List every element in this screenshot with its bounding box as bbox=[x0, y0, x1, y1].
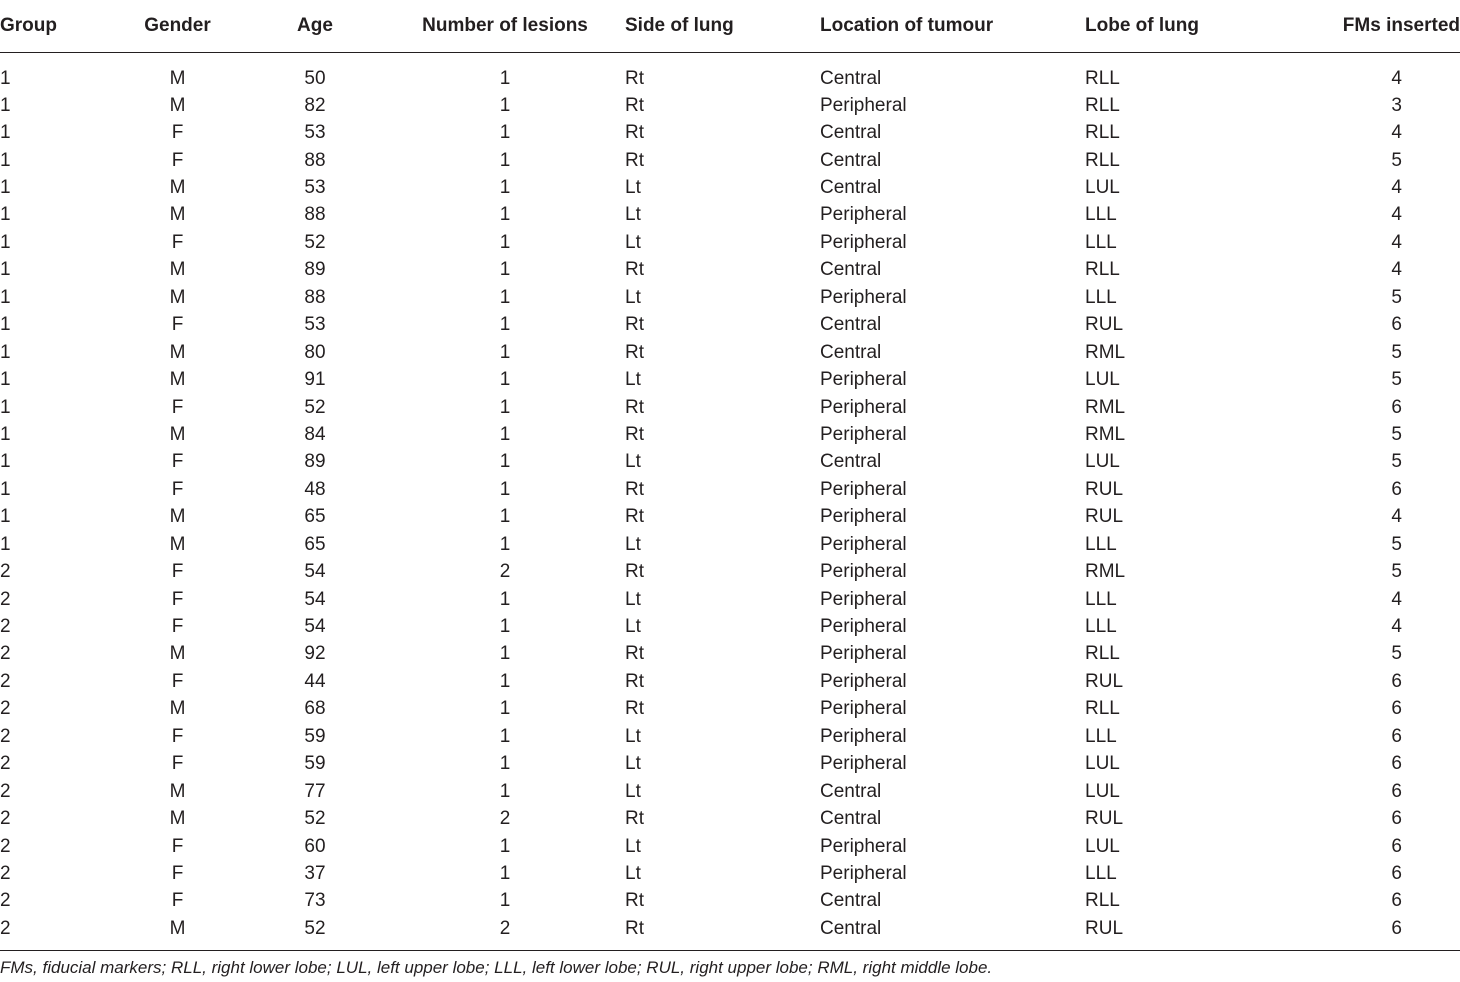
cell-age: 65 bbox=[304, 506, 326, 528]
table-row bbox=[0, 256, 1460, 283]
cell-age: 54 bbox=[304, 616, 326, 638]
cell-group: 1 bbox=[0, 231, 11, 253]
cell-fms-inserted: 6 bbox=[1391, 890, 1402, 912]
cell-lobe-of-lung: RLL bbox=[1085, 643, 1120, 665]
cell-age: 88 bbox=[304, 204, 326, 226]
cell-location-of-tumour: Peripheral bbox=[820, 369, 907, 391]
table-footnote: FMs, fiducial markers; RLL, right lower lobe; LUL, left upper lobe; LLL, left lower lobe; RUL, right upper lobe; RML, right middle lobe. bbox=[0, 958, 993, 977]
cell-side-of-lung: Rt bbox=[625, 478, 644, 500]
table-row bbox=[0, 887, 1460, 914]
cell-location-of-tumour: Peripheral bbox=[820, 835, 907, 857]
cell-location-of-tumour: Central bbox=[820, 915, 1085, 951]
cell-side-of-lung: Lt bbox=[625, 780, 641, 802]
cell-side-of-lung: Lt bbox=[625, 862, 641, 884]
cell-number-of-lesions: 1 bbox=[499, 533, 511, 555]
cell-fms-inserted: 4 bbox=[1391, 122, 1402, 144]
cell-side-of-lung: Lt bbox=[625, 177, 641, 199]
cell-fms-inserted: 4 bbox=[1391, 588, 1402, 610]
cell-lobe-of-lung: RML bbox=[1085, 423, 1126, 445]
cell-gender: M bbox=[169, 177, 186, 199]
cell-side-of-lung: Rt bbox=[625, 122, 644, 144]
cell-lobe-of-lung: LUL bbox=[1085, 177, 1120, 199]
cell-side-of-lung: Rt bbox=[625, 314, 644, 336]
cell-number-of-lesions: 1 bbox=[499, 670, 511, 692]
cell-gender: F bbox=[171, 616, 184, 638]
cell-side-of-lung: Lt bbox=[625, 533, 641, 555]
cell-gender: F bbox=[171, 149, 184, 171]
cell-location-of-tumour: Peripheral bbox=[820, 423, 907, 445]
cell-age: 92 bbox=[304, 643, 326, 665]
cell-number-of-lesions: 1 bbox=[499, 231, 511, 253]
cell-group: 1 bbox=[0, 423, 11, 445]
cell-location-of-tumour: Peripheral bbox=[820, 396, 907, 418]
cell-age: 54 bbox=[304, 588, 326, 610]
header-number-of-lesions: Number of lesions bbox=[385, 0, 625, 52]
cell-gender: F bbox=[171, 231, 184, 253]
cell-fms-inserted: 6 bbox=[1391, 780, 1402, 802]
cell-lobe-of-lung: RLL bbox=[1085, 149, 1120, 171]
cell-age: 53 bbox=[304, 177, 326, 199]
cell-location-of-tumour: Central bbox=[820, 259, 882, 281]
cell-fms-inserted: 5 bbox=[1391, 533, 1402, 555]
cell-fms-inserted: 3 bbox=[1391, 94, 1402, 116]
cell-number-of-lesions: 1 bbox=[499, 753, 511, 775]
cell-fms-inserted: 4 bbox=[1391, 506, 1402, 528]
cell-fms-inserted: 6 bbox=[1391, 862, 1402, 884]
table-row bbox=[0, 119, 1460, 146]
cell-location-of-tumour: Peripheral bbox=[820, 231, 907, 253]
cell-age: 60 bbox=[304, 835, 326, 857]
cell-lobe-of-lung: LLL bbox=[1085, 616, 1117, 638]
cell-fms-inserted: 6 bbox=[1391, 396, 1402, 418]
cell-location-of-tumour: Central bbox=[820, 314, 882, 336]
cell-lobe-of-lung: LLL bbox=[1085, 231, 1117, 253]
table-row bbox=[0, 311, 1460, 338]
cell-side-of-lung: Rt bbox=[625, 561, 644, 583]
cell-group: 1 bbox=[0, 122, 11, 144]
cell-side-of-lung: Rt bbox=[625, 643, 644, 665]
cell-lobe-of-lung: LLL bbox=[1085, 588, 1117, 610]
cell-location-of-tumour: Peripheral bbox=[820, 670, 907, 692]
cell-lobe-of-lung: RLL bbox=[1085, 122, 1120, 144]
table-row bbox=[0, 640, 1460, 667]
cell-gender: M bbox=[169, 259, 186, 281]
cell-location-of-tumour: Peripheral bbox=[820, 862, 907, 884]
cell-age: 37 bbox=[304, 862, 326, 884]
cell-fms-inserted: 5 bbox=[1391, 423, 1402, 445]
cell-lobe-of-lung: RUL bbox=[1085, 808, 1124, 830]
cell-lobe-of-lung: RLL bbox=[1085, 698, 1120, 720]
cell-location-of-tumour: Peripheral bbox=[820, 753, 907, 775]
table-row bbox=[0, 915, 1460, 951]
cell-location-of-tumour: Peripheral bbox=[820, 588, 907, 610]
cell-location-of-tumour: Central bbox=[820, 177, 882, 199]
cell-group: 1 bbox=[0, 149, 11, 171]
cell-group: 2 bbox=[0, 725, 11, 747]
cell-group: 1 bbox=[0, 533, 11, 555]
cell-group: 2 bbox=[0, 698, 11, 720]
cell-age: 84 bbox=[304, 423, 326, 445]
cell-side-of-lung: Rt bbox=[625, 67, 644, 89]
cell-age: 89 bbox=[304, 259, 326, 281]
cell-age: 59 bbox=[304, 725, 326, 747]
table-row bbox=[0, 393, 1460, 420]
table-row bbox=[0, 750, 1460, 777]
cell-number-of-lesions: 1 bbox=[499, 314, 511, 336]
cell-fms-inserted: 6 bbox=[1391, 808, 1402, 830]
cell-gender: F bbox=[171, 753, 184, 775]
cell-number-of-lesions: 1 bbox=[499, 122, 511, 144]
cell-gender: F bbox=[171, 396, 184, 418]
cell-fms-inserted: 4 bbox=[1391, 231, 1402, 253]
cell-side-of-lung: Rt bbox=[625, 890, 644, 912]
cell-number-of-lesions: 1 bbox=[499, 643, 511, 665]
cell-fms-inserted: 6 bbox=[1391, 314, 1402, 336]
cell-number-of-lesions: 1 bbox=[499, 478, 511, 500]
cell-age: 52 bbox=[304, 231, 326, 253]
table-row bbox=[0, 832, 1460, 859]
cell-number-of-lesions: 1 bbox=[499, 506, 511, 528]
cell-age: 50 bbox=[304, 67, 326, 89]
table-row bbox=[0, 146, 1460, 173]
cell-location-of-tumour: Central bbox=[820, 780, 882, 802]
cell-location-of-tumour: Peripheral bbox=[820, 286, 907, 308]
table-row bbox=[0, 723, 1460, 750]
cell-fms-inserted: 6 bbox=[1391, 670, 1402, 692]
cell-side-of-lung: Lt bbox=[625, 286, 641, 308]
cell-fms-inserted: 5 bbox=[1391, 643, 1402, 665]
cell-gender: F bbox=[171, 862, 184, 884]
cell-lobe-of-lung: RLL bbox=[1085, 259, 1120, 281]
cell-group: 2 bbox=[0, 616, 11, 638]
cell-number-of-lesions: 1 bbox=[499, 698, 511, 720]
cell-fms-inserted: 6 bbox=[1391, 698, 1402, 720]
table-row bbox=[0, 366, 1460, 393]
cell-fms-inserted: 5 bbox=[1391, 149, 1402, 171]
cell-side-of-lung: Rt bbox=[625, 149, 644, 171]
cell-number-of-lesions: 2 bbox=[499, 808, 511, 830]
cell-gender: F bbox=[171, 588, 184, 610]
table-row bbox=[0, 503, 1460, 530]
cell-gender: M bbox=[169, 204, 186, 226]
cell-location-of-tumour: Central bbox=[820, 808, 882, 830]
cell-side-of-lung: Rt bbox=[625, 506, 644, 528]
cell-group: 1 bbox=[0, 314, 11, 336]
cell-age: 91 bbox=[304, 369, 326, 391]
cell-side-of-lung: Lt bbox=[625, 204, 641, 226]
cell-age: 52 bbox=[304, 808, 326, 830]
cell-location-of-tumour: Peripheral bbox=[820, 533, 907, 555]
cell-gender: M bbox=[110, 915, 245, 951]
cell-age: 44 bbox=[304, 670, 326, 692]
cell-group: 1 bbox=[0, 204, 11, 226]
table-row bbox=[0, 613, 1460, 640]
cell-lobe-of-lung: LUL bbox=[1085, 451, 1120, 473]
cell-number-of-lesions: 1 bbox=[499, 725, 511, 747]
cell-number-of-lesions: 1 bbox=[499, 396, 511, 418]
cell-lobe-of-lung: RML bbox=[1085, 396, 1126, 418]
table-row bbox=[0, 92, 1460, 119]
cell-number-of-lesions: 2 bbox=[499, 561, 511, 583]
table-row bbox=[0, 52, 1460, 92]
table-row bbox=[0, 860, 1460, 887]
cell-lobe-of-lung: LLL bbox=[1085, 286, 1117, 308]
table-row bbox=[0, 448, 1460, 475]
cell-side-of-lung: Lt bbox=[625, 231, 641, 253]
cell-group: 2 bbox=[0, 915, 110, 951]
cell-age: 65 bbox=[304, 533, 326, 555]
cell-gender: F bbox=[171, 890, 184, 912]
cell-fms-inserted: 6 bbox=[1391, 835, 1402, 857]
cell-lobe-of-lung: LUL bbox=[1085, 780, 1120, 802]
cell-age: 89 bbox=[304, 451, 326, 473]
cell-group: 2 bbox=[0, 808, 11, 830]
cell-side-of-lung: Lt bbox=[625, 588, 641, 610]
cell-gender: M bbox=[169, 369, 186, 391]
cell-side-of-lung: Lt bbox=[625, 369, 641, 391]
cell-location-of-tumour: Central bbox=[820, 67, 882, 89]
cell-number-of-lesions: 1 bbox=[499, 259, 511, 281]
cell-number-of-lesions: 1 bbox=[499, 341, 511, 363]
cell-lobe-of-lung: RML bbox=[1085, 341, 1126, 363]
cell-number-of-lesions: 1 bbox=[499, 286, 511, 308]
table-row bbox=[0, 421, 1460, 448]
cell-group: 1 bbox=[0, 177, 11, 199]
cell-age: 52 bbox=[304, 396, 326, 418]
cell-lobe-of-lung: LLL bbox=[1085, 862, 1117, 884]
cell-number-of-lesions: 1 bbox=[499, 616, 511, 638]
cell-gender: M bbox=[169, 67, 186, 89]
cell-group: 1 bbox=[0, 259, 11, 281]
cell-fms-inserted: 5 bbox=[1391, 369, 1402, 391]
cell-lobe-of-lung: RUL bbox=[1085, 506, 1124, 528]
cell-gender: F bbox=[171, 314, 184, 336]
header-group: Group bbox=[0, 0, 110, 52]
cell-number-of-lesions: 2 bbox=[385, 915, 625, 951]
table-row bbox=[0, 777, 1460, 804]
cell-location-of-tumour: Peripheral bbox=[820, 94, 907, 116]
cell-fms-inserted: 6 bbox=[1295, 915, 1460, 951]
cell-group: 2 bbox=[0, 835, 11, 857]
cell-location-of-tumour: Peripheral bbox=[820, 698, 907, 720]
cell-number-of-lesions: 1 bbox=[499, 780, 511, 802]
cell-location-of-tumour: Peripheral bbox=[820, 478, 907, 500]
cell-number-of-lesions: 1 bbox=[499, 862, 511, 884]
cell-gender: F bbox=[171, 561, 184, 583]
table-row bbox=[0, 174, 1460, 201]
cell-location-of-tumour: Peripheral bbox=[820, 643, 907, 665]
cell-gender: M bbox=[169, 808, 186, 830]
cell-gender: F bbox=[171, 835, 184, 857]
table-row bbox=[0, 476, 1460, 503]
table-row bbox=[0, 338, 1460, 365]
table-row bbox=[0, 805, 1460, 832]
cell-location-of-tumour: Peripheral bbox=[820, 506, 907, 528]
cell-side-of-lung: Rt bbox=[625, 341, 644, 363]
cell-age: 53 bbox=[304, 314, 326, 336]
cell-age: 82 bbox=[304, 94, 326, 116]
cell-gender: M bbox=[169, 286, 186, 308]
cell-lobe-of-lung: RML bbox=[1085, 561, 1126, 583]
cell-number-of-lesions: 1 bbox=[499, 204, 511, 226]
header-fms-inserted: FMs inserted bbox=[1295, 0, 1460, 52]
cell-side-of-lung: Rt bbox=[625, 808, 644, 830]
cell-age: 52 bbox=[245, 915, 385, 951]
cell-gender: M bbox=[169, 94, 186, 116]
cell-gender: F bbox=[171, 725, 184, 747]
cell-group: 1 bbox=[0, 451, 11, 473]
header-lobe-of-lung: Lobe of lung bbox=[1085, 0, 1295, 52]
cell-location-of-tumour: Central bbox=[820, 890, 882, 912]
cell-location-of-tumour: Peripheral bbox=[820, 725, 907, 747]
header-age: Age bbox=[245, 0, 385, 52]
cell-number-of-lesions: 1 bbox=[499, 423, 511, 445]
cell-side-of-lung: Lt bbox=[625, 616, 641, 638]
cell-group: 2 bbox=[0, 643, 11, 665]
cell-gender: F bbox=[171, 670, 184, 692]
cell-group: 2 bbox=[0, 862, 11, 884]
cell-lobe-of-lung: RLL bbox=[1085, 94, 1120, 116]
cell-group: 2 bbox=[0, 561, 11, 583]
table-row bbox=[0, 284, 1460, 311]
cell-fms-inserted: 5 bbox=[1391, 561, 1402, 583]
cell-gender: F bbox=[171, 478, 184, 500]
cell-gender: M bbox=[169, 643, 186, 665]
cell-side-of-lung: Lt bbox=[625, 725, 641, 747]
cell-group: 1 bbox=[0, 341, 11, 363]
cell-gender: F bbox=[171, 451, 184, 473]
cell-number-of-lesions: 1 bbox=[499, 67, 511, 89]
cell-location-of-tumour: Peripheral bbox=[820, 616, 907, 638]
cell-group: 1 bbox=[0, 94, 11, 116]
cell-group: 1 bbox=[0, 506, 11, 528]
cell-lobe-of-lung: LLL bbox=[1085, 533, 1117, 555]
cell-age: 88 bbox=[304, 286, 326, 308]
cell-group: 1 bbox=[0, 478, 11, 500]
table-row bbox=[0, 558, 1460, 585]
cell-age: 53 bbox=[304, 122, 326, 144]
cell-number-of-lesions: 1 bbox=[499, 835, 511, 857]
cell-number-of-lesions: 1 bbox=[499, 369, 511, 391]
cell-side-of-lung: Lt bbox=[625, 753, 641, 775]
cell-lobe-of-lung: RUL bbox=[1085, 478, 1124, 500]
cell-gender: M bbox=[169, 341, 186, 363]
cell-age: 88 bbox=[304, 149, 326, 171]
cell-gender: M bbox=[169, 780, 186, 802]
cell-fms-inserted: 6 bbox=[1391, 725, 1402, 747]
cell-age: 54 bbox=[304, 561, 326, 583]
header-location-of-tumour: Location of tumour bbox=[820, 0, 1085, 52]
cell-location-of-tumour: Peripheral bbox=[820, 204, 907, 226]
cell-lobe-of-lung: LLL bbox=[1085, 725, 1117, 747]
cell-group: 2 bbox=[0, 890, 11, 912]
cell-age: 68 bbox=[304, 698, 326, 720]
table-header-row bbox=[0, 0, 1460, 52]
cell-fms-inserted: 4 bbox=[1391, 67, 1402, 89]
cell-lobe-of-lung: LLL bbox=[1085, 204, 1117, 226]
cell-lobe-of-lung: LUL bbox=[1085, 753, 1120, 775]
cell-lobe-of-lung: RUL bbox=[1085, 314, 1124, 336]
cell-group: 1 bbox=[0, 286, 11, 308]
cell-location-of-tumour: Central bbox=[820, 341, 882, 363]
cell-group: 2 bbox=[0, 780, 11, 802]
cell-fms-inserted: 5 bbox=[1391, 341, 1402, 363]
header-gender: Gender bbox=[110, 0, 245, 52]
table-row bbox=[0, 531, 1460, 558]
cell-number-of-lesions: 1 bbox=[499, 451, 511, 473]
cell-location-of-tumour: Central bbox=[820, 149, 882, 171]
cell-age: 73 bbox=[304, 890, 326, 912]
cell-number-of-lesions: 1 bbox=[499, 149, 511, 171]
cell-age: 77 bbox=[304, 780, 326, 802]
cell-fms-inserted: 6 bbox=[1391, 478, 1402, 500]
cell-fms-inserted: 5 bbox=[1391, 451, 1402, 473]
cell-fms-inserted: 4 bbox=[1391, 259, 1402, 281]
cell-lobe-of-lung: RUL bbox=[1085, 915, 1295, 951]
cell-lobe-of-lung: LUL bbox=[1085, 835, 1120, 857]
cell-group: 1 bbox=[0, 396, 11, 418]
cell-location-of-tumour: Central bbox=[820, 122, 882, 144]
cell-group: 2 bbox=[0, 588, 11, 610]
cell-group: 2 bbox=[0, 753, 11, 775]
cell-fms-inserted: 6 bbox=[1391, 753, 1402, 775]
table-body bbox=[0, 52, 1460, 950]
cell-side-of-lung: Rt bbox=[625, 423, 644, 445]
cell-location-of-tumour: Peripheral bbox=[820, 561, 907, 583]
cell-side-of-lung: Rt bbox=[625, 396, 644, 418]
cell-number-of-lesions: 1 bbox=[499, 890, 511, 912]
cell-gender: M bbox=[169, 506, 186, 528]
cell-location-of-tumour: Central bbox=[820, 451, 882, 473]
cell-lobe-of-lung: RLL bbox=[1085, 67, 1120, 89]
table-row bbox=[0, 201, 1460, 228]
cell-group: 1 bbox=[0, 369, 11, 391]
cell-age: 48 bbox=[304, 478, 326, 500]
cell-side-of-lung: Rt bbox=[625, 94, 644, 116]
cell-gender: F bbox=[171, 122, 184, 144]
cell-lobe-of-lung: RLL bbox=[1085, 890, 1120, 912]
table-row bbox=[0, 229, 1460, 256]
cell-fms-inserted: 4 bbox=[1391, 616, 1402, 638]
cell-fms-inserted: 4 bbox=[1391, 204, 1402, 226]
cell-fms-inserted: 5 bbox=[1391, 286, 1402, 308]
cell-age: 80 bbox=[304, 341, 326, 363]
cell-group: 1 bbox=[0, 67, 11, 89]
cell-side-of-lung: Rt bbox=[625, 915, 820, 951]
cell-side-of-lung: Rt bbox=[625, 259, 644, 281]
table-row bbox=[0, 585, 1460, 612]
cell-side-of-lung: Lt bbox=[625, 835, 641, 857]
table-row bbox=[0, 668, 1460, 695]
cell-side-of-lung: Rt bbox=[625, 670, 644, 692]
cell-number-of-lesions: 1 bbox=[499, 94, 511, 116]
cell-gender: M bbox=[169, 698, 186, 720]
table-row bbox=[0, 695, 1460, 722]
cell-fms-inserted: 4 bbox=[1391, 177, 1402, 199]
cell-group: 2 bbox=[0, 670, 11, 692]
cell-gender: M bbox=[169, 423, 186, 445]
cell-number-of-lesions: 1 bbox=[499, 588, 511, 610]
cell-lobe-of-lung: LUL bbox=[1085, 369, 1120, 391]
cell-side-of-lung: Lt bbox=[625, 451, 641, 473]
header-side-of-lung: Side of lung bbox=[625, 0, 820, 52]
cell-lobe-of-lung: RUL bbox=[1085, 670, 1124, 692]
cell-side-of-lung: Rt bbox=[625, 698, 644, 720]
cell-age: 59 bbox=[304, 753, 326, 775]
cell-number-of-lesions: 1 bbox=[499, 177, 511, 199]
cell-gender: M bbox=[169, 533, 186, 555]
